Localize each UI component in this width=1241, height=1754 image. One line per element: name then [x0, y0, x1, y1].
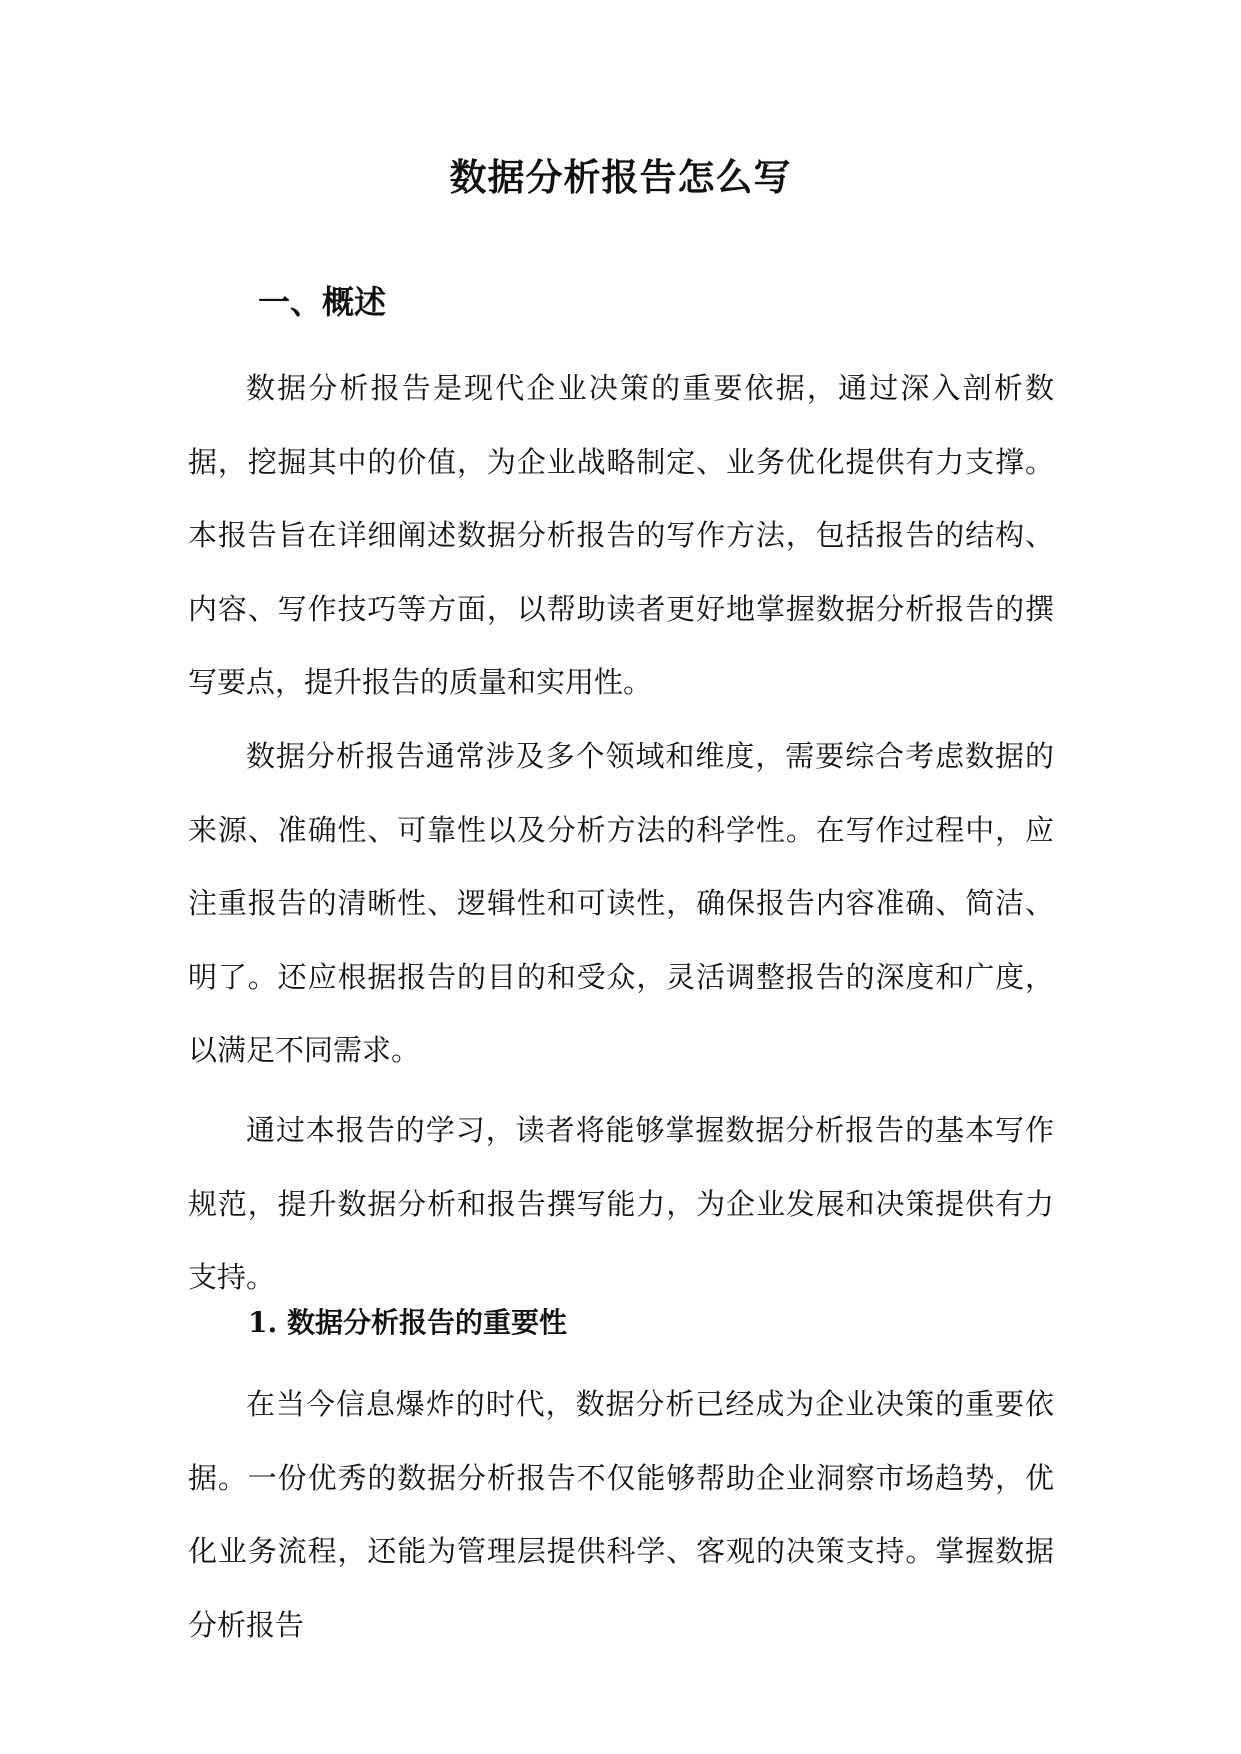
document-title: 数据分析报告怎么写 [449, 155, 792, 199]
paragraph-overview-3: 通过本报告的学习，读者将能够掌握数据分析报告的基本写作规范，提升数据分析和报告撰写能力，为企业发展和决策提供有力支持。 [188, 1113, 1054, 1294]
section-heading-overview: 一、概述 [258, 283, 387, 321]
subsection-heading-importance: 1. 数据分析报告的重要性 [248, 1306, 567, 1339]
paragraph-overview-2: 数据分析报告通常涉及多个领域和维度，需要综合考虑数据的来源、准确性、可靠性以及分析方法的科学性。在写作过程中，应注重报告的清晰性、逻辑性和可读性，确保报告内容准确、简洁、明了。还应根据报告的目的和受众，灵活调整报告的深度和广度，以满足不同需求。 [188, 739, 1054, 1067]
paragraph-overview-1: 数据分析报告是现代企业决策的重要依据，通过深入剖析数据，挖掘其中的价值，为企业战略制定、业务优化提供有力支撑。本报告旨在详细阐述数据分析报告的写作方法，包括报告的结构、内容、写作技巧等方面，以帮助读者更好地掌握数据分析报告的撰写要点，提升报告的质量和实用性。 [188, 371, 1054, 699]
paragraph-importance-1: 在当今信息爆炸的时代，数据分析已经成为企业决策的重要依据。一份优秀的数据分析报告不仅能够帮助企业洞察市场趋势，优化业务流程，还能为管理层提供科学、客观的决策支持。掌握数据分析报告 [188, 1387, 1054, 1642]
